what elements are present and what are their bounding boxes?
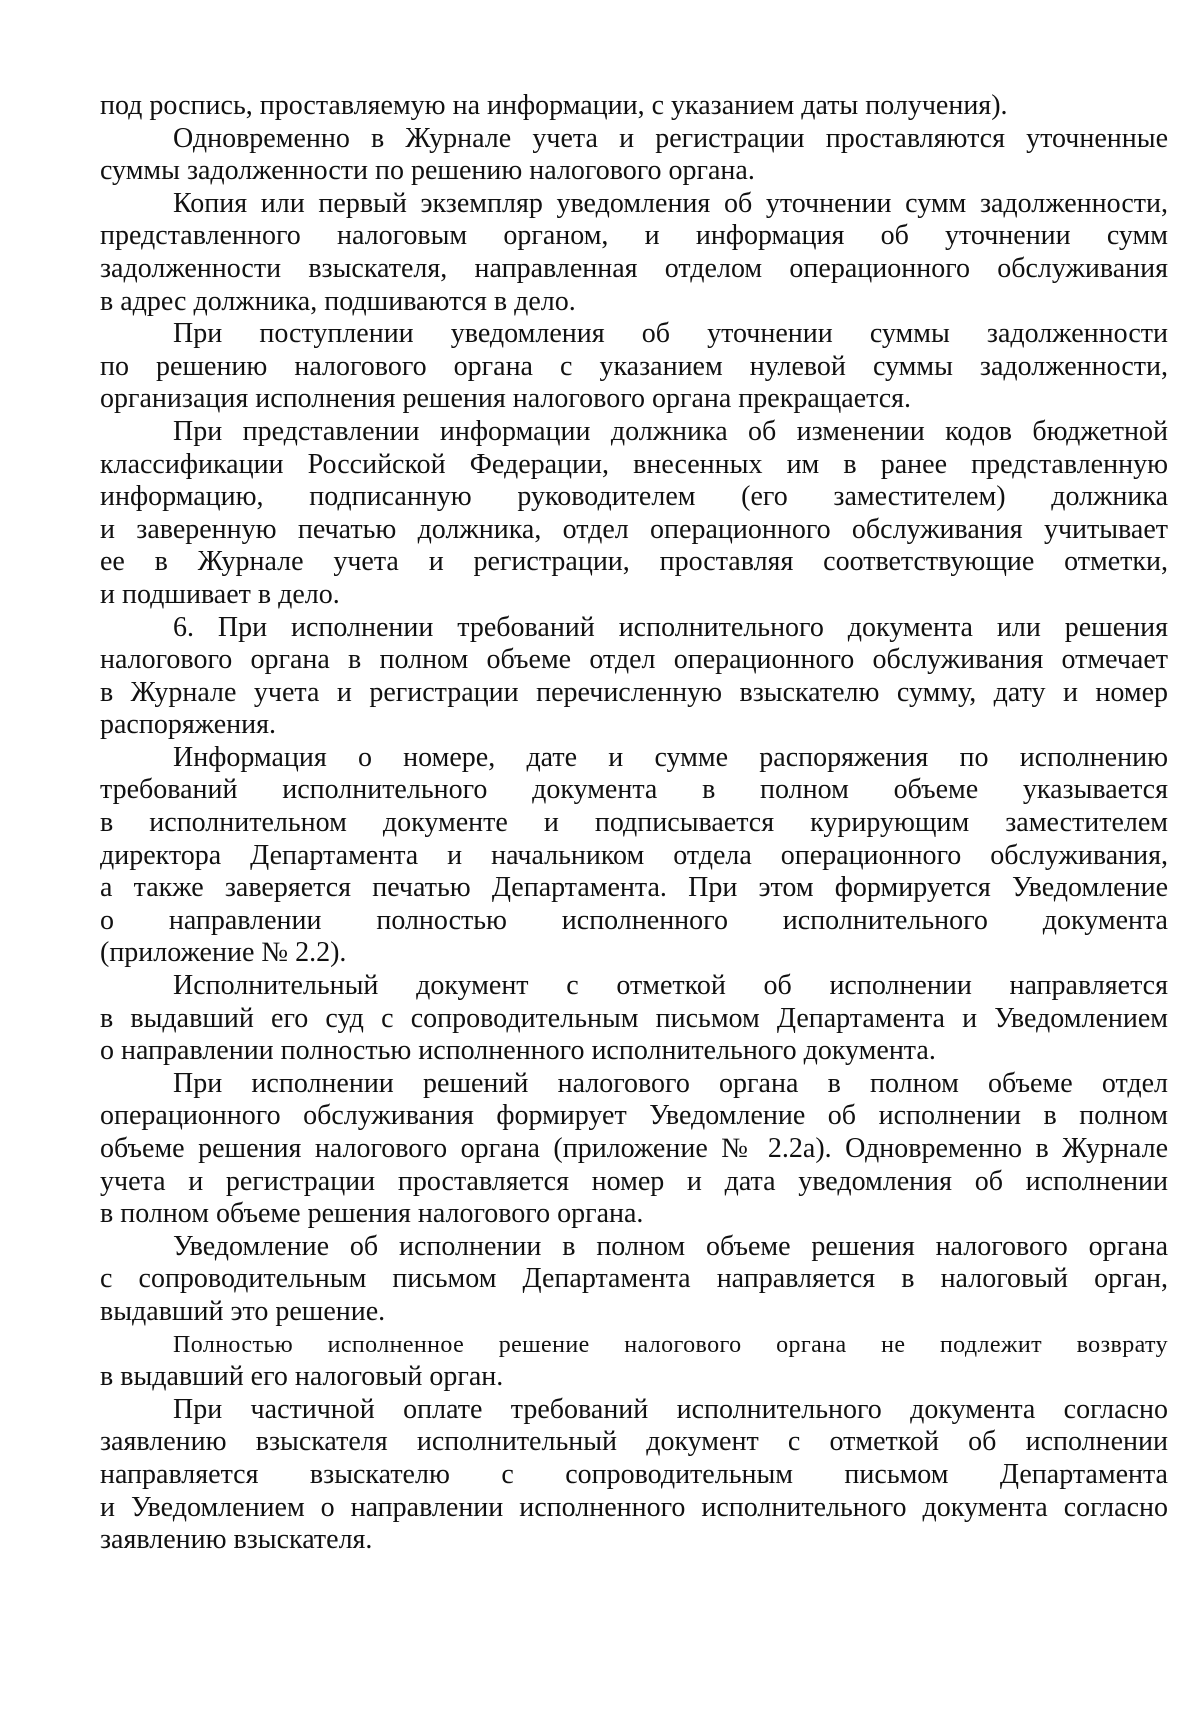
text-line: При представлении информации должника об изменении кодов бюджетной	[173, 415, 1168, 447]
text-line: в выдавший его суд с сопроводительным письмом Департамента и Уведомлением	[100, 1002, 1168, 1034]
text-line: Исполнительный документ с отметкой об исполнении направляется	[173, 970, 1168, 1002]
document-body	[100, 90, 1168, 1557]
text-line: директора Департамента и начальником отдела операционного обслуживания,	[100, 839, 1168, 871]
text-line: Информация о номере, дате и сумме распоряжения по исполнению	[173, 741, 1168, 773]
paragraph	[100, 123, 1168, 188]
paragraph	[100, 416, 1168, 612]
text-line: (приложение № 2.2).	[100, 937, 347, 969]
text-line: информацию, подписанную руководителем (его заместителем) должника	[100, 481, 1168, 513]
text-line: объеме решения налогового органа (приложение № 2.2а). Одновременно в Журнале	[100, 1133, 1168, 1164]
text-line: направляется взыскателю с сопроводительным письмом Департамента	[100, 1458, 1168, 1490]
text-line: учета и регистрации проставляется номер и дата уведомления об исполнении	[100, 1165, 1168, 1197]
paragraph	[100, 188, 1168, 318]
paragraph	[100, 742, 1168, 970]
text-line: 6. При исполнении требований исполнительного документа или решения	[173, 611, 1168, 643]
text-line: по решению налогового органа с указанием нулевой суммы задолженности,	[100, 350, 1168, 382]
text-line: заявлению взыскателя.	[100, 1524, 373, 1556]
paragraph	[100, 1394, 1168, 1557]
text-line: При частичной оплате требований исполнительного документа согласно	[173, 1393, 1168, 1425]
paragraph	[100, 318, 1168, 416]
text-line: распоряжения.	[100, 709, 276, 741]
text-line: в адрес должника, подшиваются в дело.	[100, 285, 576, 317]
text-line: в полном объеме решения налогового органа.	[100, 1198, 644, 1230]
text-line: Уведомление об исполнении в полном объеме решения налогового органа	[173, 1230, 1168, 1262]
text-line: суммы задолженности по решению налогового органа.	[100, 155, 755, 187]
text-line: с сопроводительным письмом Департамента направляется в налоговый орган,	[100, 1263, 1168, 1295]
paragraph	[100, 970, 1168, 1068]
text-line: задолженности взыскателя, направленная отделом операционного обслуживания	[100, 252, 1168, 284]
text-line: классификации Российской Федерации, внесенных им в ранее представленную	[100, 448, 1168, 480]
text-line: и подшивает в дело.	[100, 578, 340, 610]
text-line: выдавший это решение.	[100, 1295, 386, 1327]
paragraph	[100, 1231, 1168, 1329]
text-line: операционного обслуживания формирует Уведомление об исполнении в полном	[100, 1100, 1168, 1132]
text-line: о направлении полностью исполненного исполнительного документа.	[100, 1035, 936, 1067]
text-line: Копия или первый экземпляр уведомления об уточнении сумм задолженности,	[173, 187, 1168, 219]
text-line: а также заверяется печатью Департамента. При этом формируется Уведомление	[100, 872, 1168, 904]
text-line: Полностью исполненное решение налогового органа не подлежит возврату	[173, 1331, 1168, 1358]
text-line: ее в Журнале учета и регистрации, проставляя соответствующие отметки,	[100, 546, 1168, 578]
text-line: При поступлении уведомления об уточнении суммы задолженности	[173, 318, 1168, 350]
paragraph	[100, 612, 1168, 742]
text-line: и Уведомлением о направлении исполненного исполнительного документа согласно	[100, 1491, 1168, 1523]
text-line: налогового органа в полном объеме отдел операционного обслуживания отмечает	[100, 644, 1168, 676]
text-line: в исполнительном документе и подписывается курирующим заместителем	[100, 807, 1168, 839]
paragraph	[100, 90, 1168, 123]
text-line: в выдавший его налоговый орган.	[100, 1361, 504, 1393]
text-line: представленного налоговым органом, и информация об уточнении сумм	[100, 220, 1168, 252]
text-line: организация исполнения решения налогового органа прекращается.	[100, 383, 912, 415]
text-line: заявлению взыскателя исполнительный документ с отметкой об исполнении	[100, 1426, 1168, 1458]
text-line: и заверенную печатью должника, отдел операционного обслуживания учитывает	[100, 513, 1168, 545]
text-line: Одновременно в Журнале учета и регистрации проставляются уточненные	[173, 122, 1168, 154]
text-line: под роспись, проставляемую на информации, с указанием даты получения).	[100, 90, 1008, 121]
text-line: При исполнении решений налогового органа в полном объеме отдел	[173, 1067, 1168, 1099]
paragraph	[100, 1329, 1168, 1394]
text-line: требований исполнительного документа в полном объеме указывается	[100, 774, 1168, 806]
text-line: в Журнале учета и регистрации перечисленную взыскателю сумму, дату и номер	[100, 676, 1168, 708]
text-line: о направлении полностью исполненного исполнительного документа	[100, 904, 1168, 936]
paragraph	[100, 1068, 1168, 1231]
